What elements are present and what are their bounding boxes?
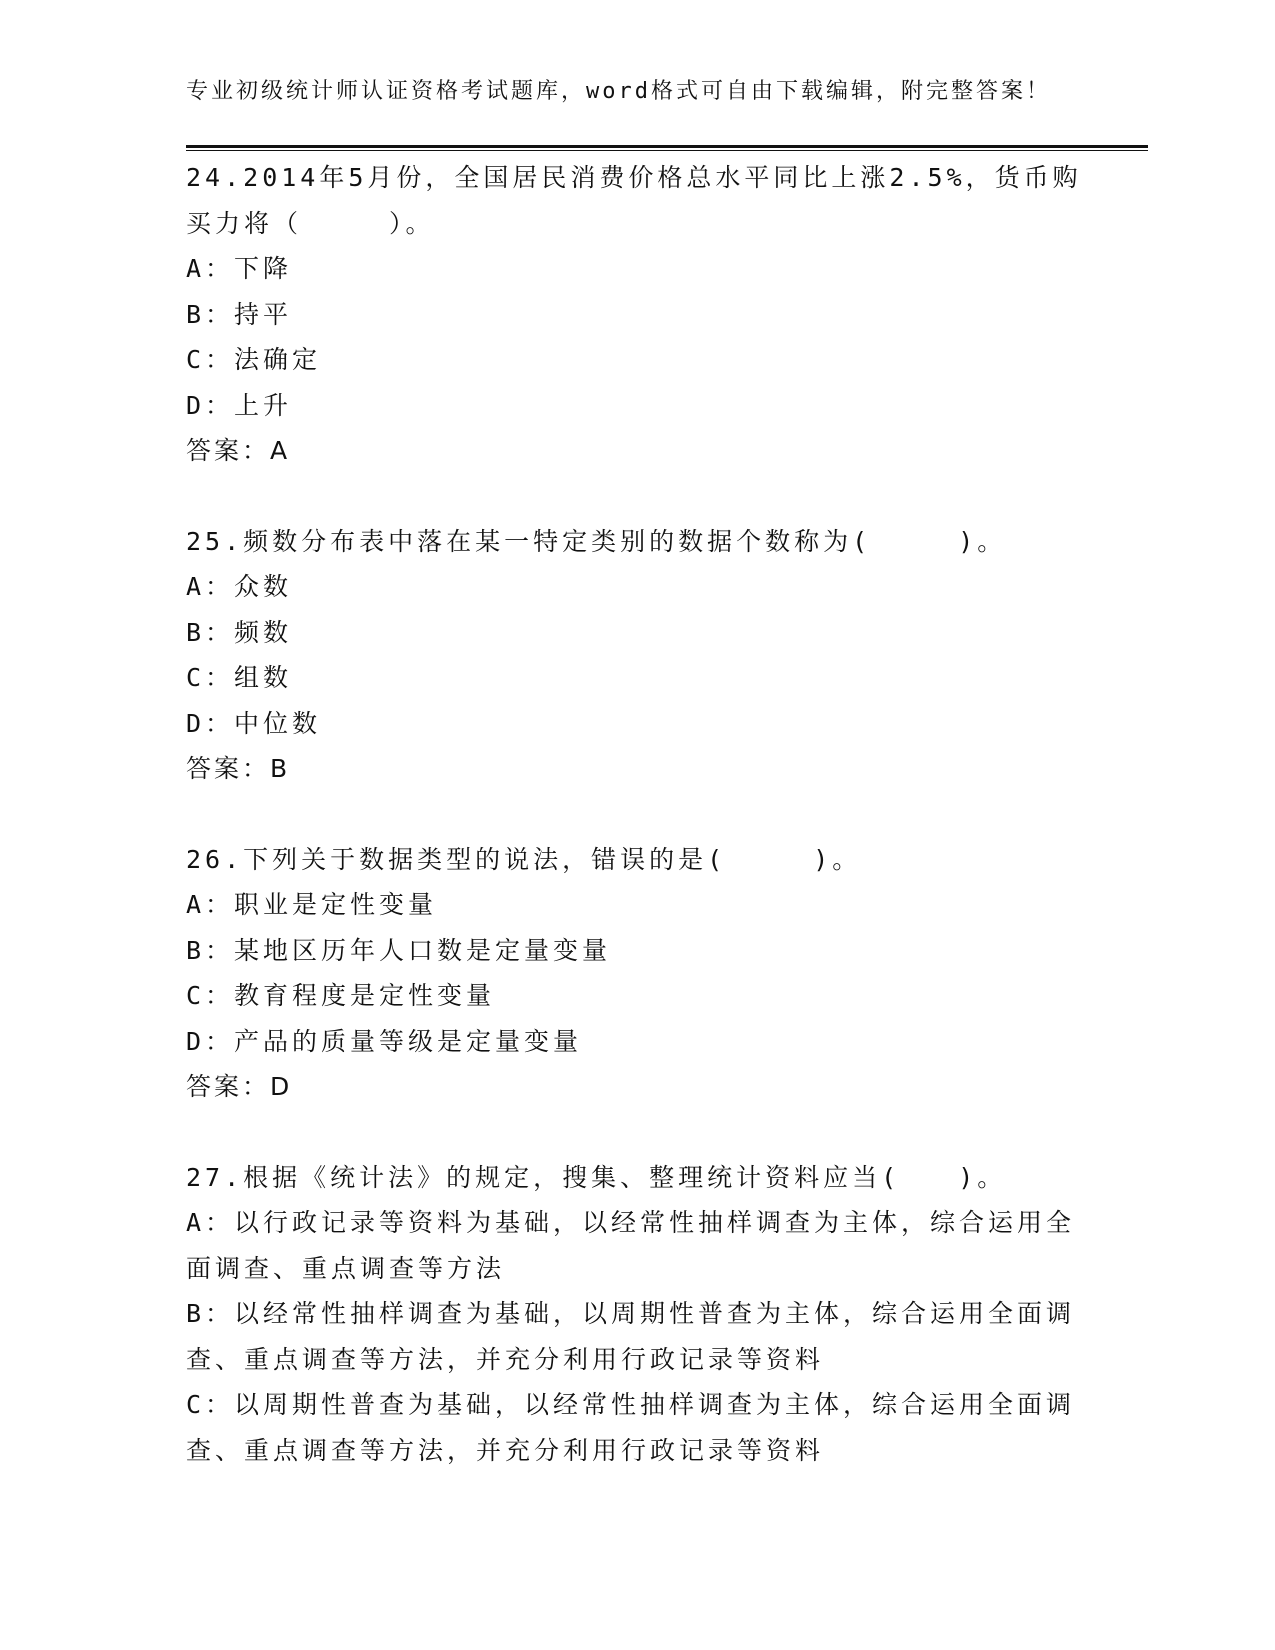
answer-label: 答案： [186,436,271,465]
answer-label: 答案： [186,1072,271,1101]
answer [186,746,1086,792]
page-header: 专业初级统计师认证资格考试题库，word格式可自由下载编辑，附完整答案！ [186,79,1051,104]
option-a: A：众数 [186,572,293,601]
question-26 [186,837,1086,1110]
answer-value: D [270,1072,293,1101]
answer-label: 答案： [186,754,271,783]
answer [186,1064,1086,1110]
option-d: D：中位数 [186,708,322,738]
option-b-continued: 查、重点调查等方法，并充分利用行政记录等资料 [186,1344,825,1374]
option-b: B：以经常性抽样调查为基础，以周期性普查为主体，综合运用全面调 [186,1299,1076,1328]
answer [186,428,1086,474]
option-c: C：组数 [186,663,293,692]
option-c: C：以周期性普查为基础，以经常性抽样调查为主体，综合运用全面调 [186,1390,1076,1419]
answer-value: B [270,754,291,783]
question-stem: 买力将（ ）。 [186,208,435,238]
header-rule-thick [186,145,1148,148]
option-a: A：职业是定性变量 [186,890,438,919]
option-b: B：某地区历年人口数是定量变量 [186,935,612,965]
question-25 [186,519,1086,792]
header-rule-thin [186,150,1148,151]
option-a-continued: 面调查、重点调查等方法 [186,1253,506,1283]
option-a: A：以行政记录等资料为基础，以经常性抽样调查为主体，综合运用全 [186,1208,1076,1237]
option-d: D：产品的质量等级是定量变量 [186,1026,583,1056]
question-stem: 27.根据《统计法》的规定，搜集、整理统计资料应当( )。 [186,1162,1007,1192]
question-27 [186,1155,1086,1474]
question-stem: 26.下列关于数据类型的说法，错误的是( )。 [186,844,862,874]
option-b: B：持平 [186,299,293,329]
option-c: C：法确定 [186,345,322,374]
option-b: B：频数 [186,617,293,647]
question-list [186,155,1086,1518]
option-a: A：下降 [186,254,293,283]
answer-value: A [270,436,291,465]
option-d: D：上升 [186,390,293,420]
question-stem: 25.频数分布表中落在某一特定类别的数据个数称为( )。 [186,526,1007,556]
question-stem: 24.2014年5月份，全国居民消费价格总水平同比上涨2.5%，货币购 [186,163,1082,192]
option-c: C：教育程度是定性变量 [186,981,496,1010]
option-c-continued: 查、重点调查等方法，并充分利用行政记录等资料 [186,1435,825,1465]
question-24 [186,155,1086,474]
